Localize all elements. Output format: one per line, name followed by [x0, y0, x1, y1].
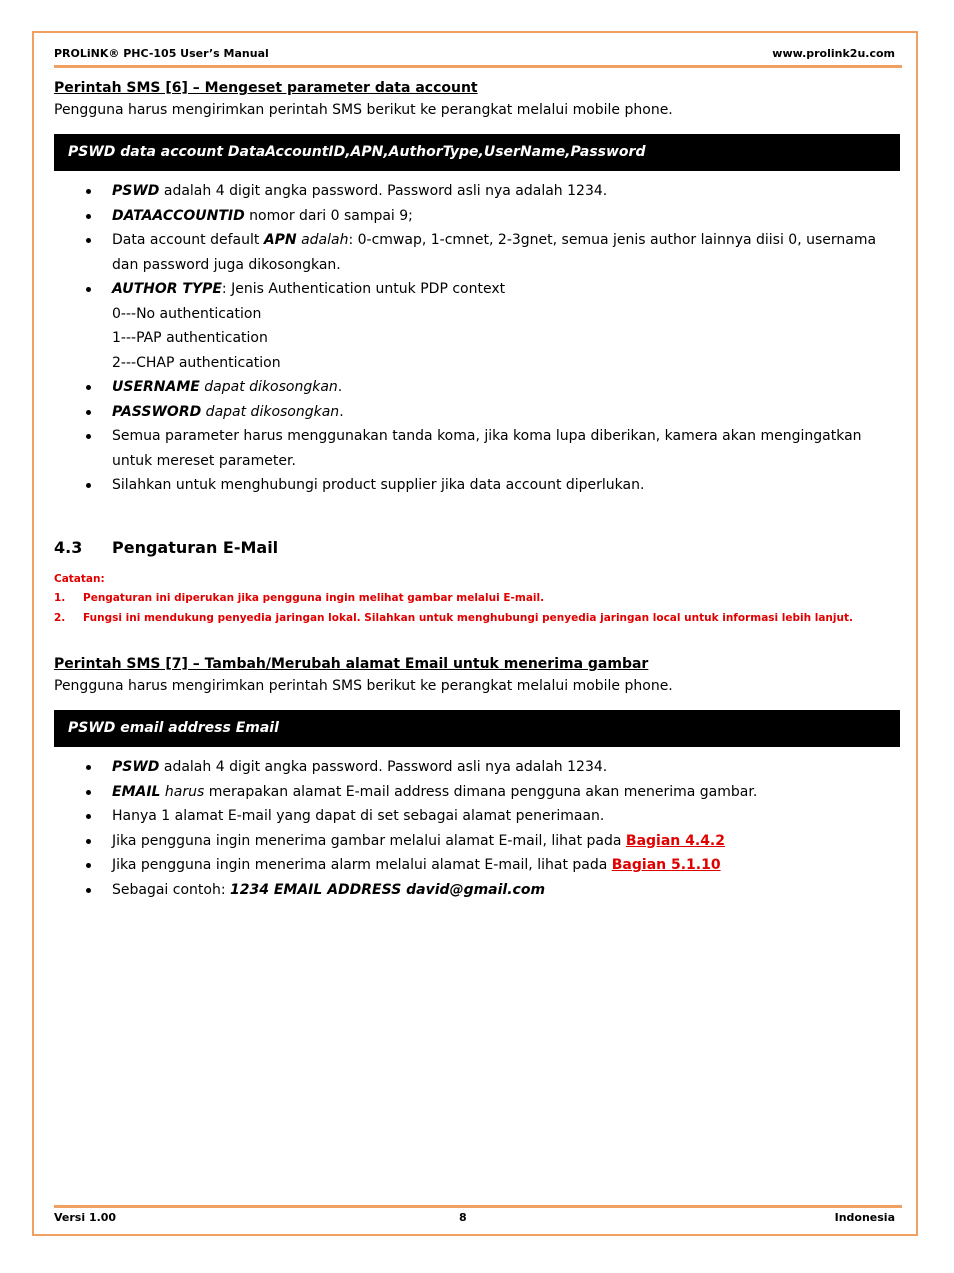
sms6-command: PSWD data account DataAccountID,APN,AuthorType,UserName,Password	[54, 134, 900, 171]
auth-option: 2---CHAP authentication	[112, 354, 281, 371]
list-item: DATAACCOUNTID nomor dari 0 sampai 9;	[54, 204, 900, 229]
list-item: Jika pengguna ingin menerima alarm melalui alamat E-mail, lihat pada Bagian 5.1.10	[54, 853, 900, 878]
section-title: Pengaturan E-Mail	[112, 537, 279, 557]
section-number: 4.3	[54, 537, 83, 557]
auth-option: 1---PAP authentication	[112, 330, 268, 346]
list-item: Sebagai contoh: 1234 EMAIL ADDRESS david@gmail.com	[54, 878, 900, 903]
list-item: Hanya 1 alamat E-mail yang dapat di set sebagai alamat penerimaan.	[54, 804, 900, 829]
sms7-list	[54, 755, 900, 902]
list-item: PASSWORD dapat dikosongkan.	[54, 400, 900, 425]
list-item: USERNAME dapat dikosongkan.	[54, 375, 900, 400]
sms7-title: Perintah SMS [7] – Tambah/Merubah alamat Email untuk menerima gambar	[54, 656, 649, 672]
sms6-intro: Pengguna harus mengirimkan perintah SMS berikut ke perangkat melalui mobile phone.	[54, 102, 673, 118]
auth-option: 0---No authentication	[112, 305, 262, 322]
sms7-command: PSWD email address Email	[54, 710, 900, 747]
header-rule	[54, 65, 902, 68]
footer-rule	[54, 1205, 902, 1208]
page-footer	[54, 1211, 895, 1227]
header-title: PROLiNK® PHC-105 User’s Manual	[54, 47, 269, 60]
note-label: Catatan:	[54, 572, 105, 585]
list-item: Data account default APN adalah: 0-cmwap, 1-cmnet, 2-3gnet, semua jenis author lainnya diisi 0, usernama dan password juga dikosongkan.	[54, 228, 900, 277]
note-item: 2. Fungsi ini mendukung penyedia jaringan lokal. Silahkan untuk menghubungi penyedia jaringan local untuk informasi lebih lanjut.	[54, 611, 853, 624]
footer-page-number: 8	[459, 1211, 467, 1224]
sms6-list	[54, 179, 900, 498]
email-example: 1234 EMAIL ADDRESS david@gmail.com	[230, 881, 546, 898]
list-item: PSWD adalah 4 digit angka password. Password asli nya adalah 1234.	[54, 179, 900, 204]
list-item: Jika pengguna ingin menerima gambar melalui alamat E-mail, lihat pada Bagian 4.4.2	[54, 829, 900, 854]
list-item: AUTHOR TYPE: Jenis Authentication untuk PDP context 0---No authentication 1---PAP authentication 2---CHAP authentication	[54, 277, 900, 375]
footer-language: Indonesia	[834, 1211, 895, 1224]
note-block	[54, 570, 900, 629]
footer-version: Versi 1.00	[54, 1211, 117, 1224]
list-item: PSWD adalah 4 digit angka password. Password asli nya adalah 1234.	[54, 755, 900, 780]
link-bagian-4-4-2[interactable]: Bagian 4.4.2	[625, 832, 725, 849]
list-item: Semua parameter harus menggunakan tanda koma, jika koma lupa diberikan, kamera akan mengingatkan untuk mereset parameter.	[54, 424, 900, 473]
link-bagian-5-1-10[interactable]: Bagian 5.1.10	[611, 857, 721, 873]
header-url: www.prolink2u.com	[772, 47, 895, 60]
sms6-title: Perintah SMS [6] – Mengeset parameter data account	[54, 80, 478, 96]
list-item: EMAIL harus merapakan alamat E-mail address dimana pengguna akan menerima gambar.	[54, 780, 900, 805]
page-header	[54, 47, 895, 65]
sms7-intro: Pengguna harus mengirimkan perintah SMS berikut ke perangkat melalui mobile phone.	[54, 678, 673, 694]
page-content	[54, 78, 900, 902]
section-heading	[54, 536, 900, 560]
list-item: Silahkan untuk menghubungi product supplier jika data account diperlukan.	[54, 473, 900, 498]
note-item: 1. Pengaturan ini diperukan jika pengguna ingin melihat gambar melalui E-mail.	[54, 592, 545, 604]
